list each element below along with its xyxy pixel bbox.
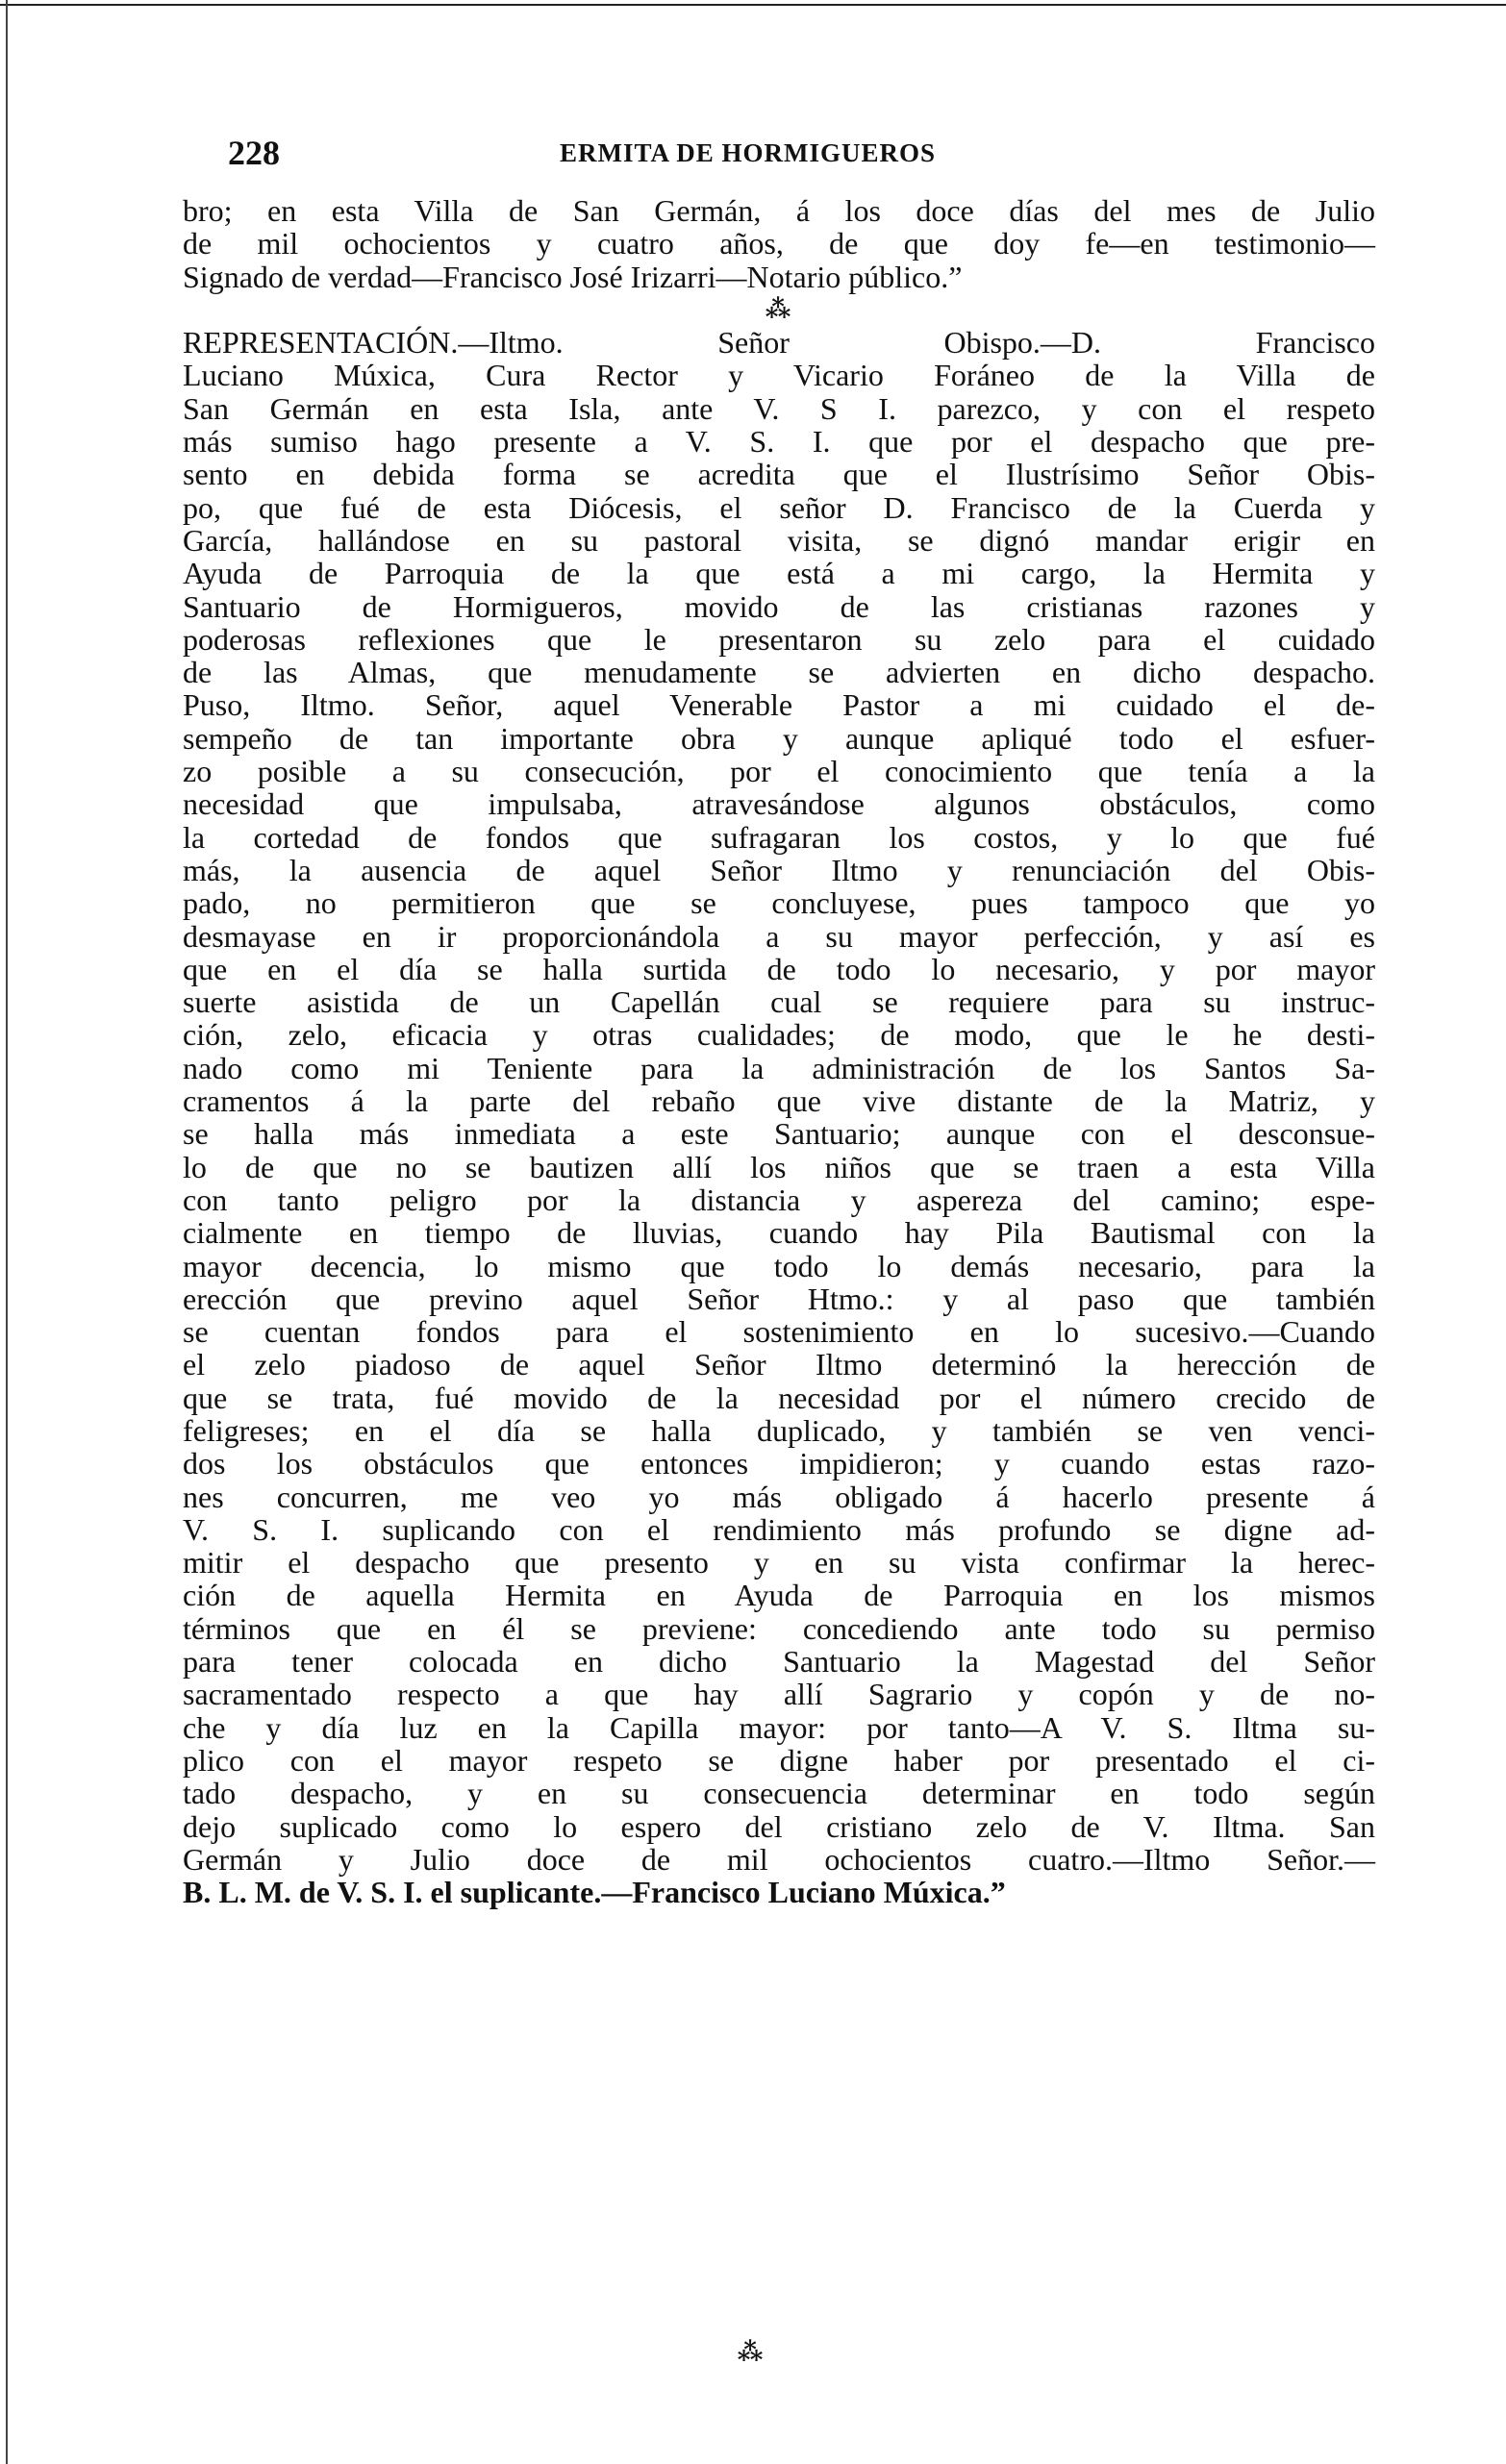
text-line: que en el día se halla surtida de todo lo necesario, y por mayor <box>183 951 1375 986</box>
top-border-rule <box>0 4 1506 6</box>
text-line: Puso, Iltmo. Señor, aquel Venerable Pastor a mi cuidado el de- <box>183 687 1375 723</box>
text-line: plico con el mayor respeto se digne haber por presentado el ci- <box>183 1742 1375 1778</box>
text-line: V. S. I. suplicando con el rendimiento más profundo se digne ad- <box>183 1511 1375 1547</box>
text-line: feligreses; en el día se halla duplicado, y también se ven venci- <box>183 1412 1375 1448</box>
text-line: lo de que no se bautizen allí los niños que se traen a esta Villa <box>183 1149 1375 1184</box>
text-line: cialmente en tiempo de lluvias, cuando hay Pila Bautismal con la <box>183 1215 1375 1251</box>
text-line: zo posible a su consecución, por el conocimiento que tenía a la <box>183 754 1375 789</box>
text-line: de las Almas, que menudamente se advierten en dicho despacho. <box>183 655 1375 690</box>
text-line: erección que previno aquel Señor Htmo.: y al paso que también <box>183 1281 1375 1316</box>
text-line: el zelo piadoso de aquel Señor Iltmo determinó la herección de <box>183 1347 1375 1382</box>
text-line: Germán y Julio doce de mil ochocientos cuatro.—Iltmo Señor.— <box>183 1841 1375 1877</box>
text-line: poderosas reflexiones que le presentaron su zelo para el cuidado <box>183 621 1375 657</box>
text-line: sento en debida forma se acredita que el Ilustrísimo Señor Obis- <box>183 457 1375 492</box>
section-heading-line: REPRESENTACIÓN.—Iltmo. Señor Obispo.—D. Francisco <box>183 325 1375 361</box>
text-line: po, que fué de esta Diócesis, el señor D. Francisco de la Cuerda y <box>183 489 1375 525</box>
text-line: bro; en esta Villa de San Germán, á los doce días del mes de Julio <box>183 193 1375 228</box>
text-line: dos los obstáculos que entonces impidieron; y cuando estas razo- <box>183 1446 1375 1481</box>
text-line: García, hallándose en su pastoral visita, se dignó mandar erigir en <box>183 522 1375 558</box>
signature-line: B. L. M. de V. S. I. el suplicante.—Francisco Luciano Múxica.” <box>183 1875 1006 1910</box>
text-line: cramentos á la parte del rebaño que vive distante de la Matriz, y <box>183 1083 1375 1119</box>
text-line: nado como mi Teniente para la administración de los Santos Sa- <box>183 1050 1375 1085</box>
text-line: que se trata, fué movido de la necesidad por el número crecido de <box>183 1380 1375 1415</box>
text-line: Ayuda de Parroquia de la que está a mi cargo, la Hermita y <box>183 556 1375 591</box>
text-line: de mil ochocientos y cuatro años, de que doy fe—en testimonio— <box>183 226 1375 261</box>
text-line: se halla más inmediata a este Santuario; aunque con el desconsue- <box>183 1116 1375 1152</box>
text-line: mitir el despacho que presento y en su vista confirmar la herec- <box>183 1545 1375 1580</box>
text-line: desmayase en ir proporcionándola a su mayor perfección, y así es <box>183 918 1375 954</box>
asterism-icon: ⁂ <box>765 294 793 323</box>
text-line: sempeño de tan importante obra y aunque apliqué todo el esfuer- <box>183 720 1375 756</box>
text-line: más, la ausencia de aquel Señor Iltmo y renunciación del Obis- <box>183 852 1375 887</box>
text-line: San Germán en esta Isla, ante V. S I. parezco, y con el respeto <box>183 390 1375 426</box>
asterism-separator <box>183 293 1375 326</box>
text-line: la cortedad de fondos que sufragaran los costos, y lo que fué <box>183 819 1375 855</box>
text-line: che y día luz en la Capilla mayor: por tanto—A V. S. Iltma su- <box>183 1709 1375 1745</box>
text-line: más sumiso hago presente a V. S. I. que por el despacho que pre- <box>183 424 1375 460</box>
text-line: nes concurren, me veo yo más obligado á hacerlo presente á <box>183 1479 1375 1514</box>
text-line: mayor decencia, lo mismo que todo lo demás necesario, para la <box>183 1248 1375 1283</box>
running-head: ERMITA DE HORMIGUEROS <box>560 138 937 167</box>
text-line: Santuario de Hormigueros, movido de las cristianas razones y <box>183 588 1375 624</box>
text-line: términos que en él se previene: concediendo ante todo su permiso <box>183 1610 1375 1646</box>
text-line: ción de aquella Hermita en Ayuda de Parroquia en los mismos <box>183 1578 1375 1613</box>
end-asterism <box>702 2338 798 2399</box>
text-line: Signado de verdad—Francisco José Irizarri—Notario público.” <box>183 259 963 294</box>
text-line: dejo suplicado como lo espero del cristiano zelo de V. Iltma. San <box>183 1808 1375 1844</box>
text-line: para tener colocada en dicho Santuario la Magestad del Señor <box>183 1644 1375 1680</box>
text-line: sacramentado respecto a que hay allí Sagrario y copón y de no- <box>183 1677 1375 1712</box>
text-line: tado despacho, y en su consecuencia determinar en todo según <box>183 1776 1375 1811</box>
left-border-rule <box>6 0 8 2464</box>
text-line: suerte asistida de un Capellán cual se requiere para su instruc- <box>183 984 1375 1020</box>
page-number: 228 <box>228 134 280 172</box>
asterism-icon: ⁂ <box>737 2338 764 2366</box>
text-line: ción, zelo, eficacia y otras cualidades; de modo, que le he desti- <box>183 1017 1375 1053</box>
text-line: pado, no permitieron que se concluyese, pues tampoco que yo <box>183 885 1375 921</box>
text-line: con tanto peligro por la distancia y aspereza del camino; espe- <box>183 1182 1375 1217</box>
text-line: se cuentan fondos para el sostenimiento en lo sucesivo.—Cuando <box>183 1314 1375 1350</box>
page-header <box>228 133 1017 181</box>
text-line: necesidad que impulsaba, atravesándose algunos obstáculos, como <box>183 786 1375 822</box>
text-line: Luciano Múxica, Cura Rector y Vicario Foráneo de la Villa de <box>183 358 1375 393</box>
body-text <box>183 194 1375 1908</box>
